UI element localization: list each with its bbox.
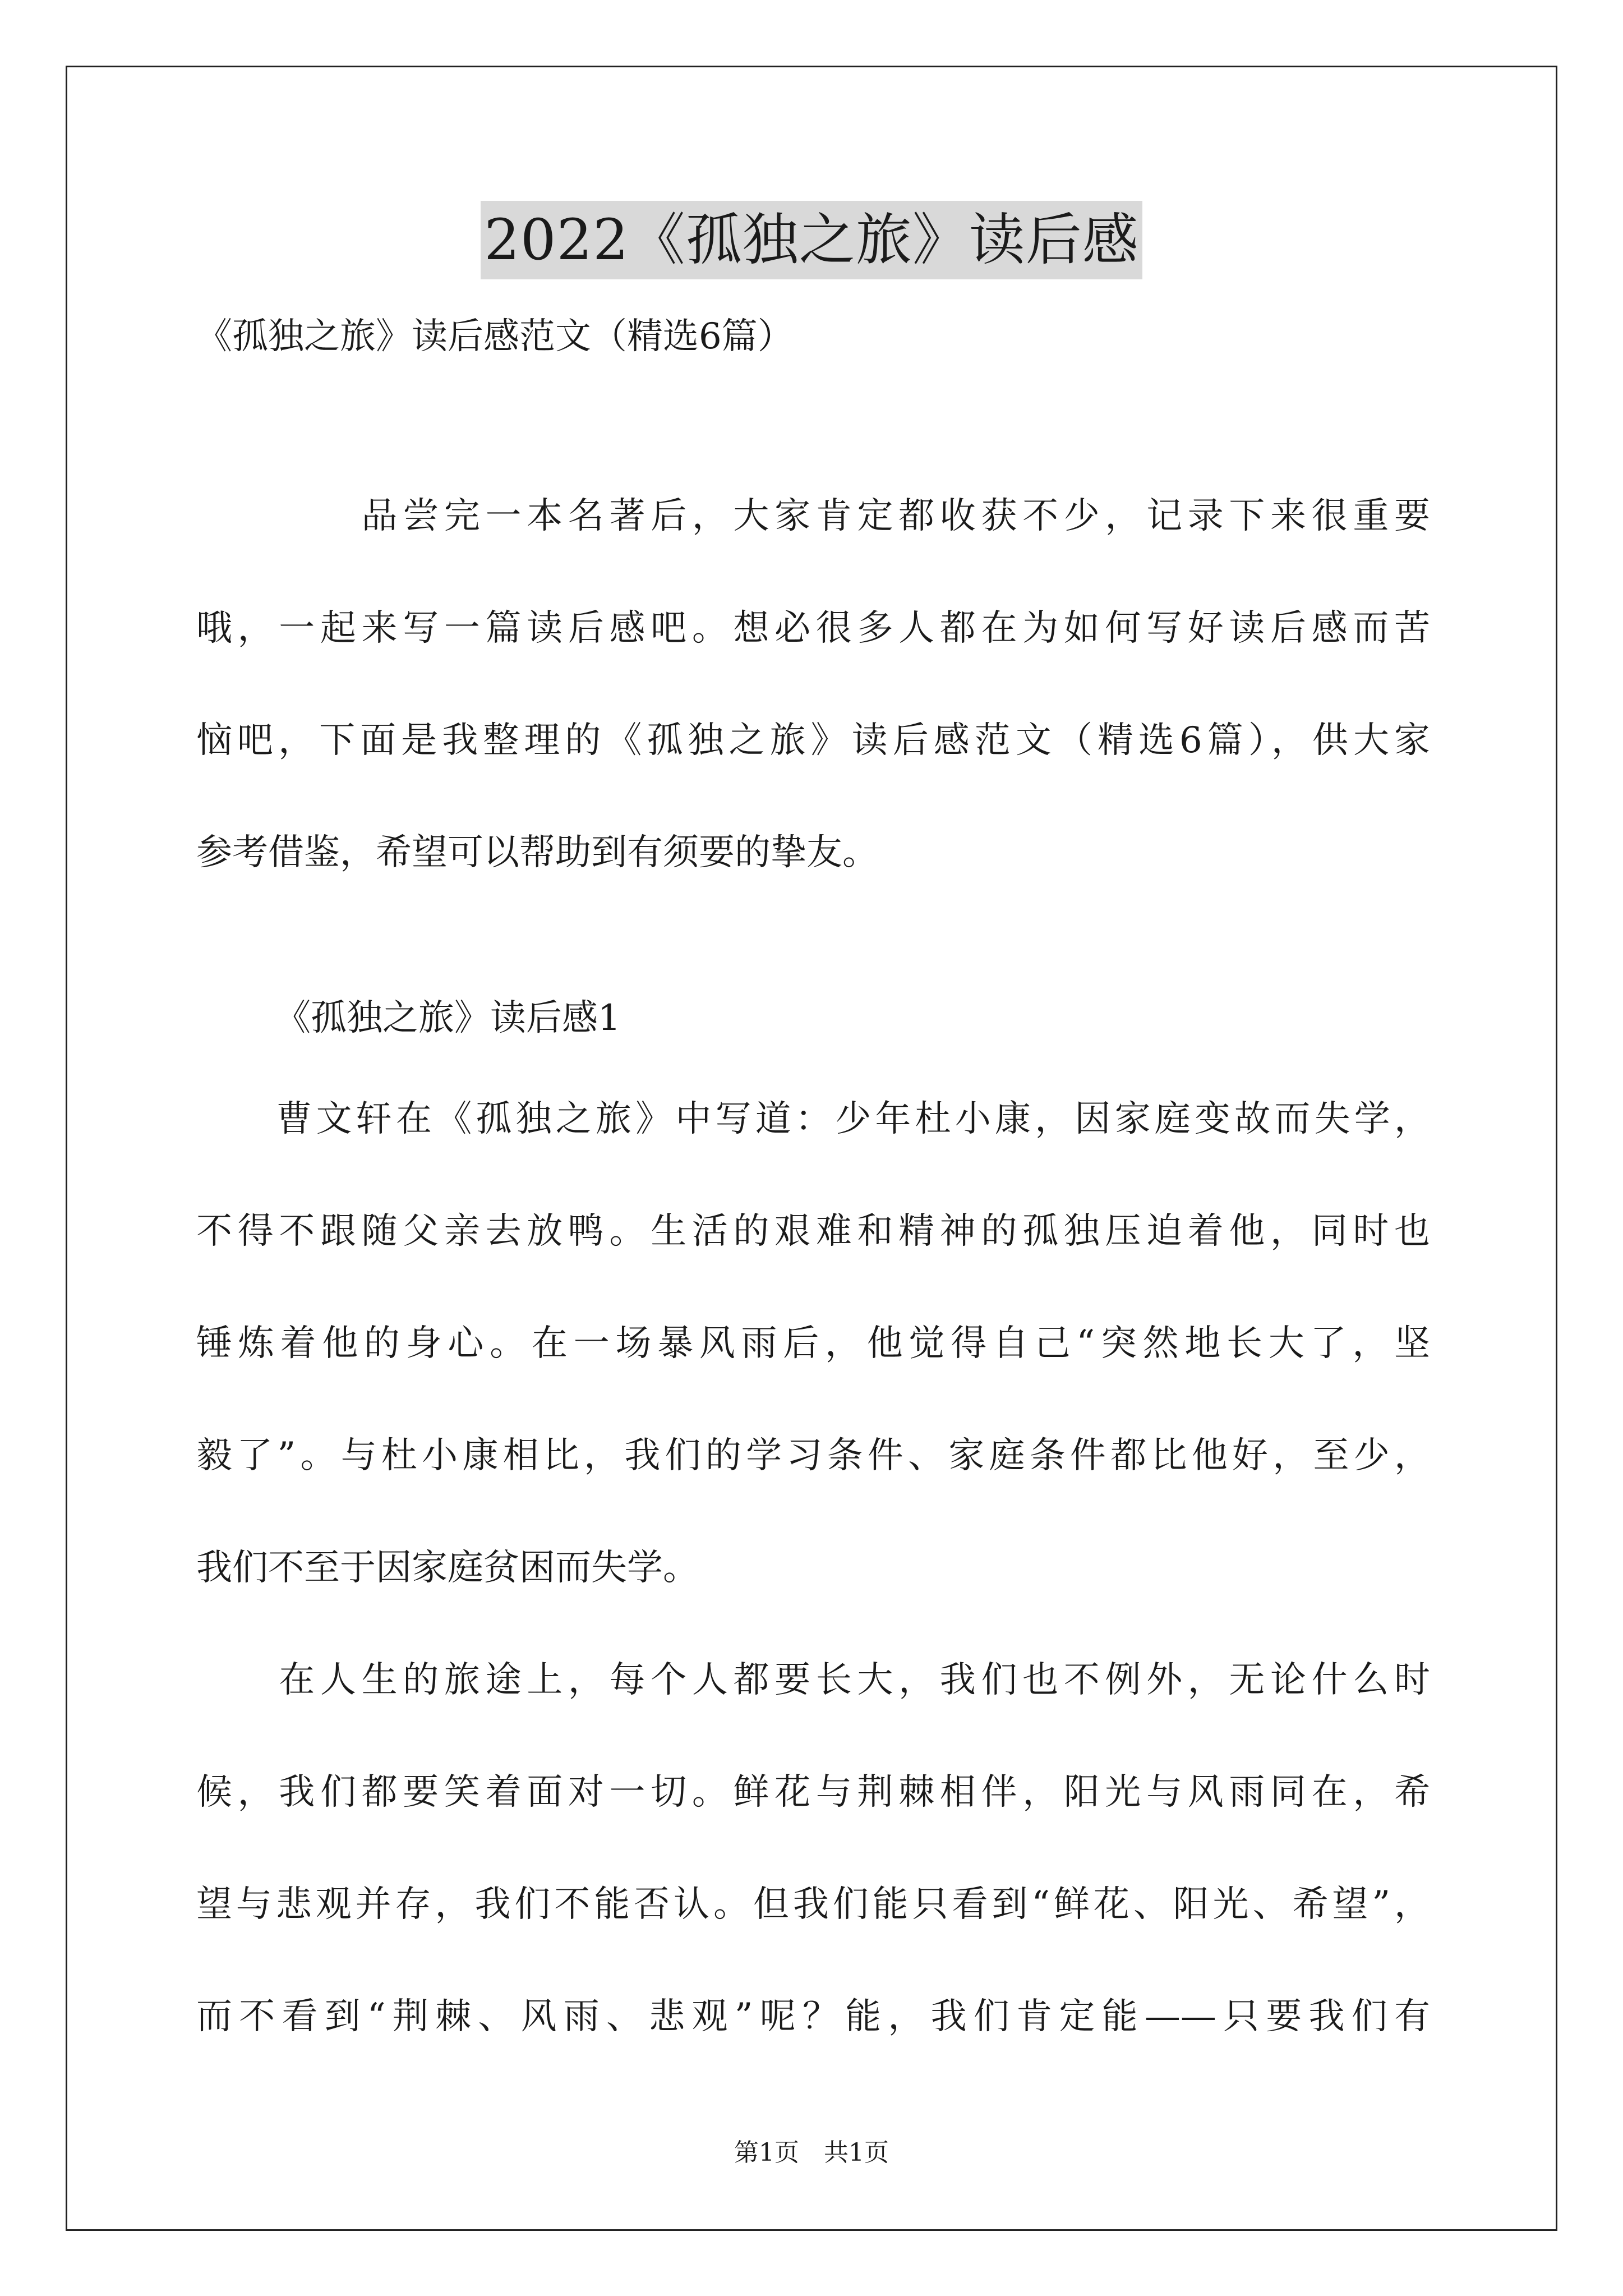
paragraph-line: 不得不跟随父亲去放鸭。生活的艰难和精神的孤独压迫着他，同时也 — [196, 1211, 1430, 1252]
intro-line: 恼吧，下面是我整理的《孤独之旅》读后感范文（精选6篇），供大家 — [196, 720, 1430, 761]
intro-paragraph — [196, 460, 1430, 909]
paragraph-line: 毅了”。与杜小康相比，我们的学习条件、家庭条件都比他好，至少， — [196, 1435, 1430, 1476]
document-subtitle: 《孤独之旅》读后感范文（精选6篇） — [196, 316, 794, 357]
page-footer: 第1页 共1页 — [734, 2138, 889, 2167]
body-text — [196, 1063, 1430, 2073]
paragraph-line: 在人生的旅途上，每个人都要长大，我们也不例外，无论什么时 — [196, 1659, 1430, 1701]
intro-line: 哦，一起来写一篇读后感吧。想必很多人都在为如何写好读后感而苦 — [196, 608, 1430, 649]
paragraph-line: 我们不至于因家庭贫困而失学。 — [196, 1547, 699, 1589]
title-container — [0, 201, 1623, 279]
intro-line: 参考借鉴，希望可以帮助到有须要的挚友。 — [196, 832, 878, 873]
paragraph-line: 候，我们都要笑着面对一切。鲜花与荆棘相伴，阳光与风雨同在，希 — [196, 1772, 1430, 1813]
paragraph-2 — [196, 1624, 1430, 2073]
paragraph-line: 而不看到“荆棘、风雨、悲观”呢？能，我们肯定能——只要我们有 — [196, 1996, 1430, 2037]
intro-line: 品尝完一本名著后，大家肯定都收获不少，记录下来很重要 — [196, 495, 1430, 537]
paragraph-line: 曹文轩在《孤独之旅》中写道：少年杜小康，因家庭变故而失学， — [196, 1098, 1430, 1140]
section-heading: 《孤独之旅》读后感1 — [275, 997, 621, 1039]
paragraph-1 — [196, 1063, 1430, 1624]
document-title: 2022《孤独之旅》读后感 — [481, 201, 1142, 279]
paragraph-line: 望与悲观并存，我们不能否认。但我们能只看到“鲜花、阳光、希望”， — [196, 1884, 1430, 1925]
paragraph-line: 锤炼着他的身心。在一场暴风雨后，他觉得自己“突然地长大了，坚 — [196, 1323, 1430, 1364]
